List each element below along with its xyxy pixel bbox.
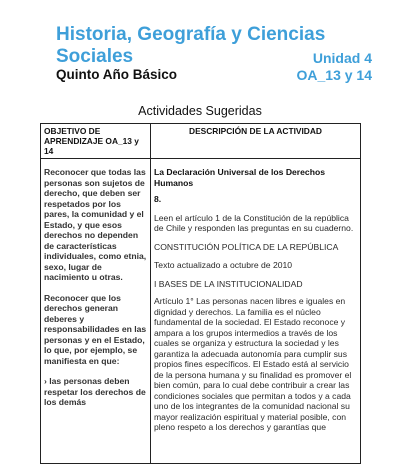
description-column-header: DESCRIPCIÓN DE LA ACTIVIDAD [189,126,322,136]
grade-label: Quinto Año Básico [56,67,177,82]
document-title-line-2: Sociales [56,46,134,67]
objective-text-1: Reconocer que todas las personas son sujetos de derecho, que deben ser respetados por los pares, la comunidad y el Estado, y que esos derechos no dependen de características individuales, como etnia, sexo, lugar de nacimiento u otras. [44,167,147,282]
objective-bullet: › las personas deben respetar los derechos de los demás [44,376,146,407]
activity-intro: Leen el artículo 1 de la Constitución de la república de Chile y responden las preguntas en su cuaderno. [154,212,354,233]
article-text: Artículo 1° Las personas nacen libres e iguales en dignidad y derechos. La familia es el núcleo fundamental de la sociedad. El Estado reconoce y ampara a los grupos intermedios a través de los cuales se organiza y estructura la sociedad y les garantiza la adecuada autonomía para cumplir sus propios fines específicos. El Estado está al servicio de la persona humana y su finalidad es promover el bien común, para lo cual debe contribuir a crear las condiciones sociales que permitan a todos y a cada uno de los integrantes de la comunidad nacional su mayor realización espiritual y material posible, con pleno respeto a los derechos y garantías que [154,296,352,432]
header-cell-objective [41,124,151,159]
text-updated-note: Texto actualizado a octubre de 2010 [154,260,293,270]
oa-code-label: OA_13 y 14 [296,67,372,83]
constitution-heading: CONSTITUCIÓN POLÍTICA DE LA REPÚBLICA [154,241,339,252]
activities-table [40,123,361,464]
activity-cell [151,159,361,464]
chapter-heading: I BASES DE LA INSTITUCIONALIDAD [154,278,303,289]
objectives-cell [41,159,151,464]
activity-title: La Declaración Universal de los Derechos Humanos [154,167,325,188]
objective-text-2: Reconocer que los derechos generan deberes y responsabilidades en las personas y en el Estado, lo que, por ejemplo, se manifiesta en que: [44,292,147,366]
unit-label: Unidad 4 [312,50,372,66]
activity-number: 8. [154,194,162,204]
header-cell-description [151,124,361,159]
document-title-line-1: Historia, Geografía y Ciencias [56,24,326,45]
table-row [41,159,361,464]
objective-column-header: OBJETIVO DE APRENDIZAJE OA_13 y 14 [44,126,139,156]
table-header-row [41,124,361,159]
section-title: Actividades Sugeridas [138,104,262,118]
